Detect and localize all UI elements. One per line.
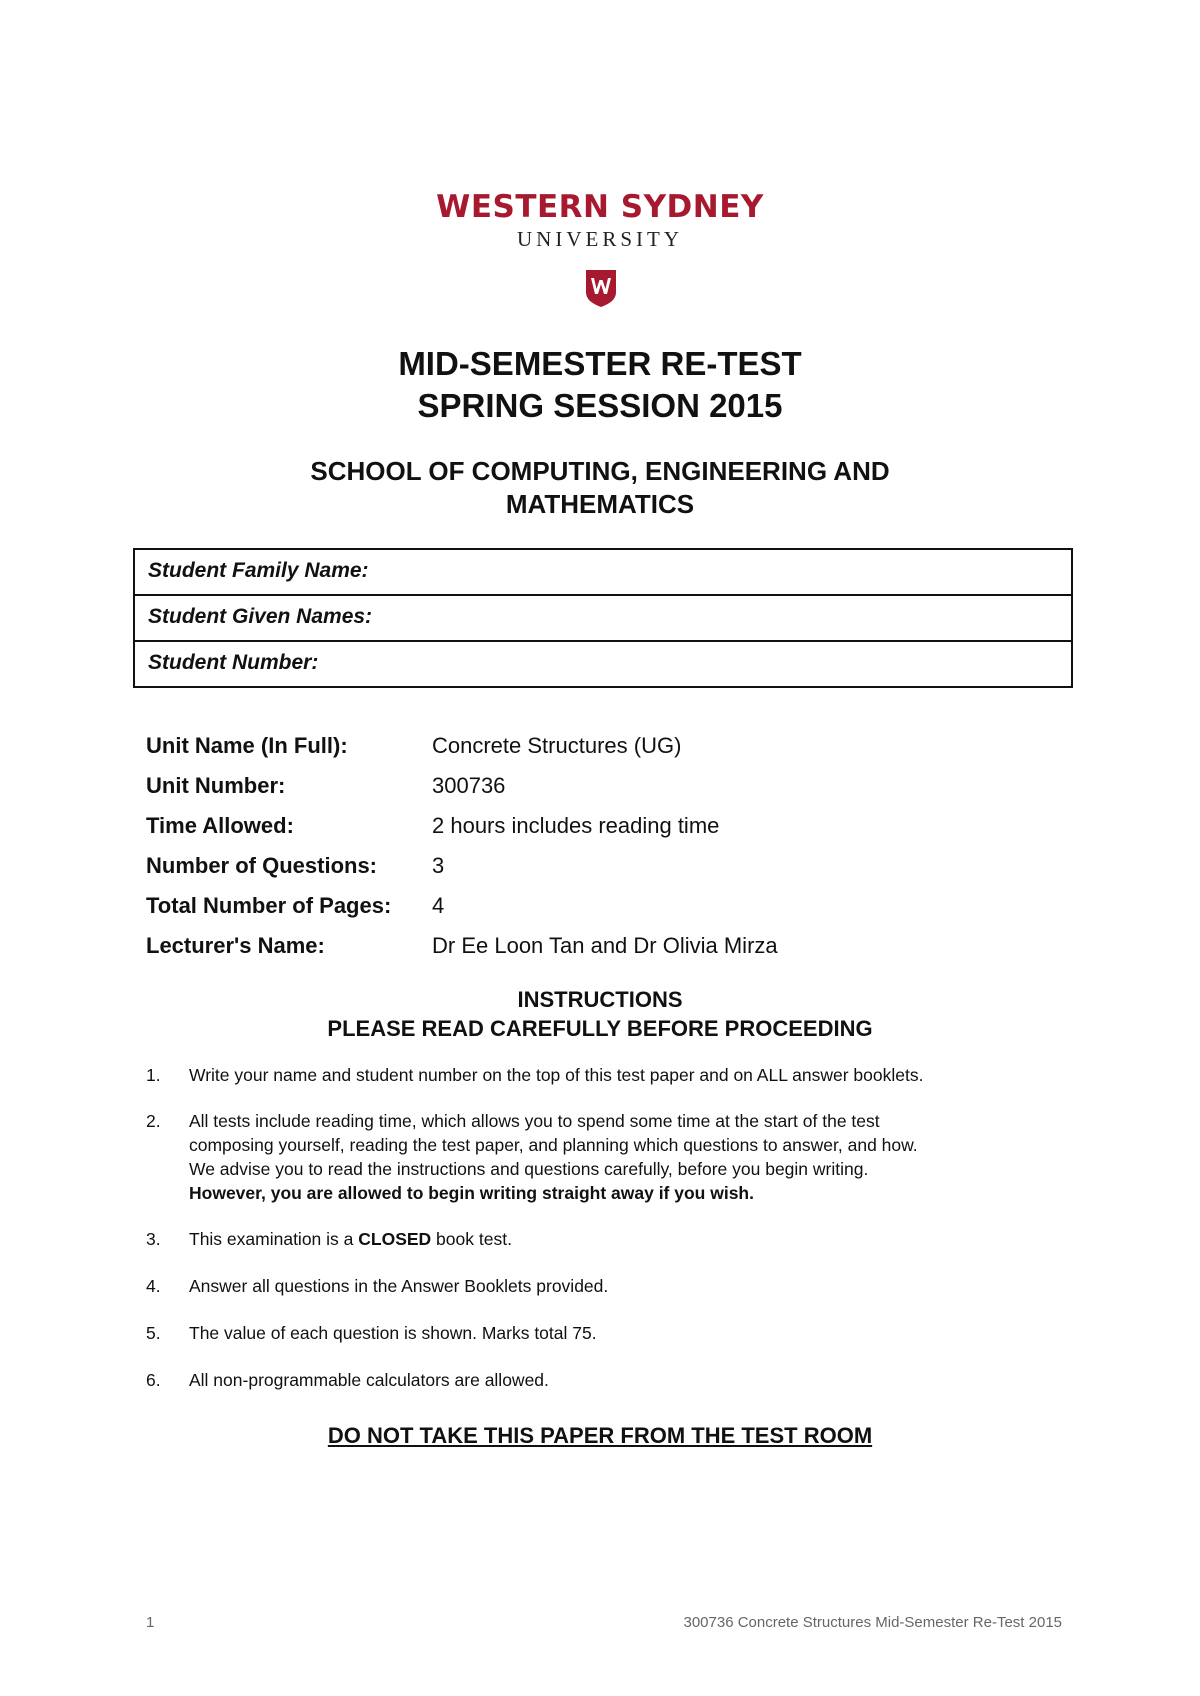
footer-page-number: 1 <box>146 1614 155 1631</box>
item-text: The value of each question is shown. Marks total 75. <box>189 1323 597 1343</box>
instructions-subheading: PLEASE READ CAREFULLY BEFORE PROCEEDING <box>327 1016 873 1041</box>
detail-row <box>146 766 778 806</box>
detail-row <box>146 806 778 846</box>
item-text-part: This examination is a <box>189 1229 359 1249</box>
school-name-line2: MATHEMATICS <box>505 489 695 519</box>
list-item <box>146 1227 1046 1251</box>
detail-value: 2 hours includes reading time <box>432 813 720 838</box>
item-text: All non-programmable calculators are allowed. <box>189 1370 549 1390</box>
instructions-list <box>146 1063 1046 1392</box>
detail-value: Concrete Structures (UG) <box>432 733 682 758</box>
detail-label: Lecturer's Name: <box>146 933 325 958</box>
detail-label: Unit Number: <box>146 773 286 798</box>
item-text-part: book test. <box>431 1229 512 1249</box>
student-family-name-field[interactable]: Student Family Name: <box>135 550 1071 596</box>
item-text-line: composing yourself, reading the test paper, and planning which questions to answer, and how. <box>189 1135 918 1155</box>
test-title-line1: MID-SEMESTER RE-TEST <box>398 345 802 382</box>
unit-details <box>146 726 778 966</box>
detail-label: Unit Name (In Full): <box>146 733 348 758</box>
logo-main-text: WESTERN SYDNEY <box>436 189 764 225</box>
logo-sub-text: UNIVERSITY <box>517 227 683 251</box>
detail-row <box>146 846 778 886</box>
item-number: 5. <box>146 1323 161 1343</box>
item-number: 6. <box>146 1370 161 1390</box>
item-text-line: All tests include reading time, which allows you to spend some time at the start of the test <box>189 1111 880 1131</box>
detail-label: Number of Questions: <box>146 853 378 878</box>
detail-value: 300736 <box>432 773 506 798</box>
list-item <box>146 1321 1046 1345</box>
detail-value: 3 <box>432 853 445 878</box>
instructions-heading: INSTRUCTIONS <box>517 987 683 1012</box>
item-number: 1. <box>146 1065 161 1085</box>
item-text: Write your name and student number on the top of this test paper and on ALL answer booklets. <box>189 1065 924 1085</box>
item-text <box>189 1227 1046 1251</box>
item-text-line: We advise you to read the instructions and questions carefully, before you begin writing. <box>189 1159 869 1179</box>
detail-row <box>146 926 778 966</box>
list-item <box>146 1063 1046 1087</box>
school-name-line1: SCHOOL OF COMPUTING, ENGINEERING AND <box>310 456 890 486</box>
item-text <box>189 1109 1046 1205</box>
item-text-bold-line: However, you are allowed to begin writing straight away if you wish. <box>189 1183 754 1203</box>
student-number-field[interactable]: Student Number: <box>148 651 319 674</box>
list-item <box>146 1109 1046 1205</box>
item-text: Answer all questions in the Answer Booklets provided. <box>189 1276 609 1296</box>
item-number: 3. <box>146 1229 161 1249</box>
test-title-line2: SPRING SESSION 2015 <box>417 387 783 424</box>
detail-value: Dr Ee Loon Tan and Dr Olivia Mirza <box>432 933 778 958</box>
item-number: 2. <box>146 1111 161 1131</box>
list-item <box>146 1368 1046 1392</box>
detail-value: 4 <box>432 893 445 918</box>
detail-label: Time Allowed: <box>146 813 294 838</box>
detail-row <box>146 886 778 926</box>
university-logo <box>0 190 1200 252</box>
warning-notice: DO NOT TAKE THIS PAPER FROM THE TEST ROOM <box>327 1423 873 1448</box>
detail-label: Total Number of Pages: <box>146 893 392 918</box>
footer-doc-title: 300736 Concrete Structures Mid-Semester Re-Test 2015 <box>683 1614 1062 1631</box>
student-info-box <box>133 548 1073 688</box>
item-text-bold: CLOSED <box>358 1229 432 1249</box>
item-number: 4. <box>146 1276 161 1296</box>
shield-icon <box>584 268 618 308</box>
list-item <box>146 1274 1046 1298</box>
student-given-names-field[interactable]: Student Given Names: <box>135 596 1071 642</box>
detail-row <box>146 726 778 766</box>
